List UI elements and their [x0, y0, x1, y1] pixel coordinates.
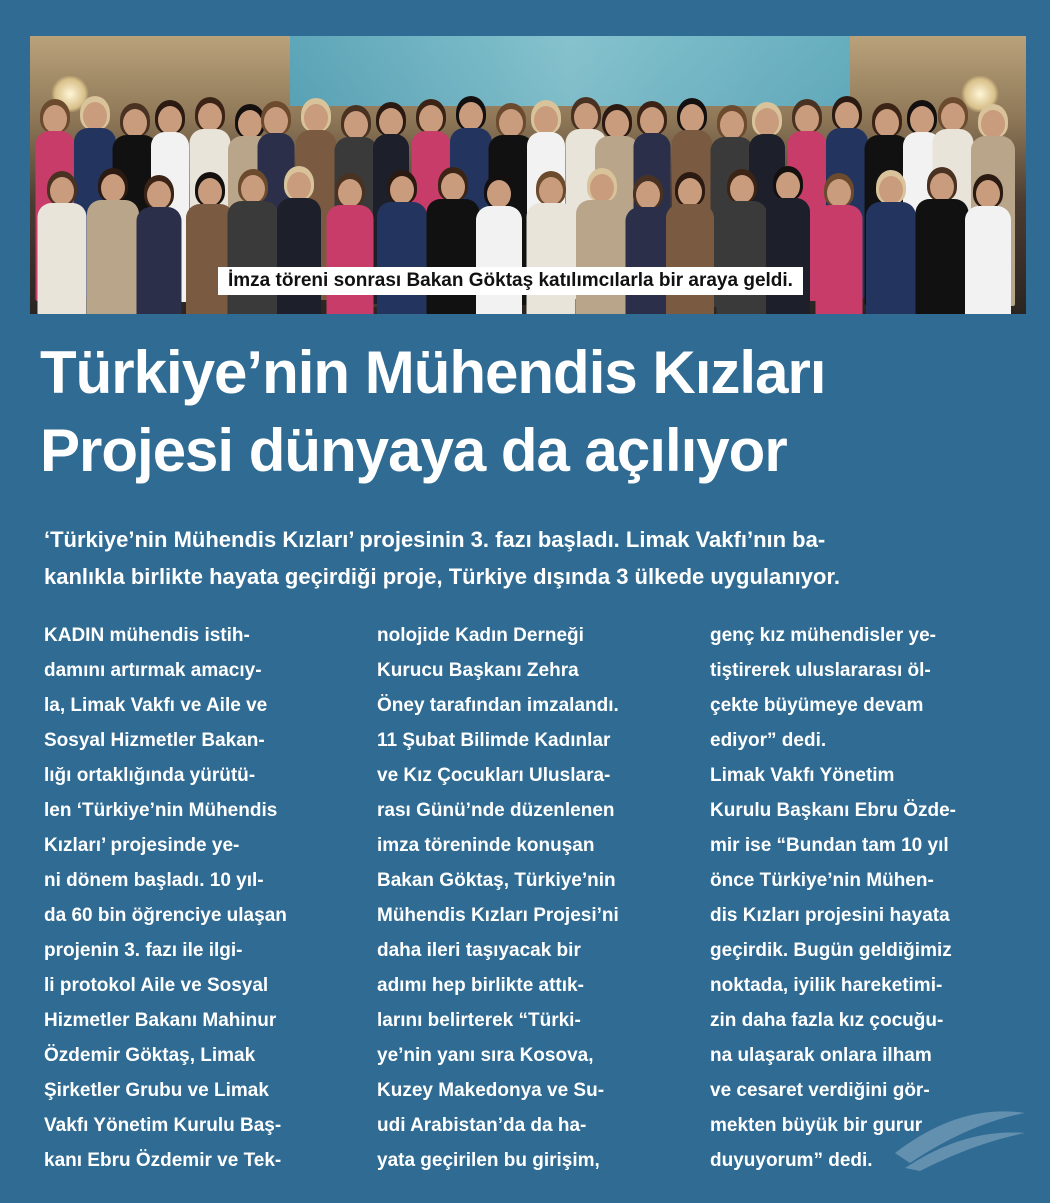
article-column-2: nolojide Kadın Derneği Kurucu Başkanı Zehra Öney tarafından imzalandı. 11 Şubat Bilimde Kadınlar ve Kız Çocukları Uluslara- rası Günü’nde düzenlenen imza töreninde konuşan Bakan Göktaş, Türkiye’nin Mühendis Kızları Projesi’ni daha ileri taşıyacak bir adımı hep birlikte attık- larını belirterek “Türki- ye’nin yanı sıra Kosova, Kuzey Makedonya ve Su- udi Arabistan’da da ha- yata geçirilen bu girişim,: [377, 625, 619, 1171]
headline-line-2: Projesi dünyaya da açılıyor: [40, 417, 787, 484]
photo-caption: İmza töreni sonrası Bakan Göktaş katılımcılarla bir araya geldi.: [218, 267, 803, 295]
swoosh-watermark-icon: [890, 1093, 1030, 1173]
subheadline-line-2: kanlıkla birlikte hayata geçirdiği proje, Türkiye dışında 3 ülkede uygulanıyor.: [44, 564, 840, 589]
article-column-1: KADIN mühendis istih- damını artırmak amacıy- la, Limak Vakfı ve Aile ve Sosyal Hizmetler Bakan- lığı ortaklığında yürütü- len ‘Türkiye’nin Mühendis Kızları’ projesinde ye- ni dönem başladı. 10 yıl- da 60 bin öğrenciye ulaşan projenin 3. fazı ile ilgi- li protokol Aile ve Sosyal Hizmetler Bakanı Mahinur Özdemir Göktaş, Limak Şirketler Grubu ve Limak Vakfı Yönetim Kurulu Baş- kanı Ebru Özdemir ve Tek-: [44, 625, 287, 1171]
person-silhouette: [37, 171, 86, 314]
subheadline-line-1: ‘Türkiye’nin Mühendis Kızları’ projesinin 3. fazı başladı. Limak Vakfı’nın ba-: [44, 527, 826, 552]
person-silhouette: [965, 174, 1011, 314]
person-silhouette: [915, 167, 968, 314]
person-silhouette: [866, 170, 916, 314]
subheadline: [44, 521, 1014, 595]
headline-line-1: Türkiye’nin Mühendis Kızları: [40, 339, 826, 406]
headline: [40, 334, 1030, 490]
article-column-3: genç kız mühendisler ye- tiştirerek uluslararası öl- çekte büyümeye devam ediyor” dedi. Limak Vakfı Yönetim Kurulu Başkanı Ebru Özde- mir ise “Bundan tam 10 yıl önce Türkiye’nin Mühen- dis Kızları projesini hayata geçirdik. Bugün geldiğimiz noktada, iyilik hareketimi- zin daha fazla kız çocuğu- na ulaşarak onlara ilham ve cesaret verdiğini gör- mekten büyük bir gurur duyuyorum” dedi.: [710, 625, 956, 1171]
person-silhouette: [87, 168, 139, 314]
person-silhouette: [816, 173, 863, 314]
person-silhouette: [137, 175, 182, 314]
